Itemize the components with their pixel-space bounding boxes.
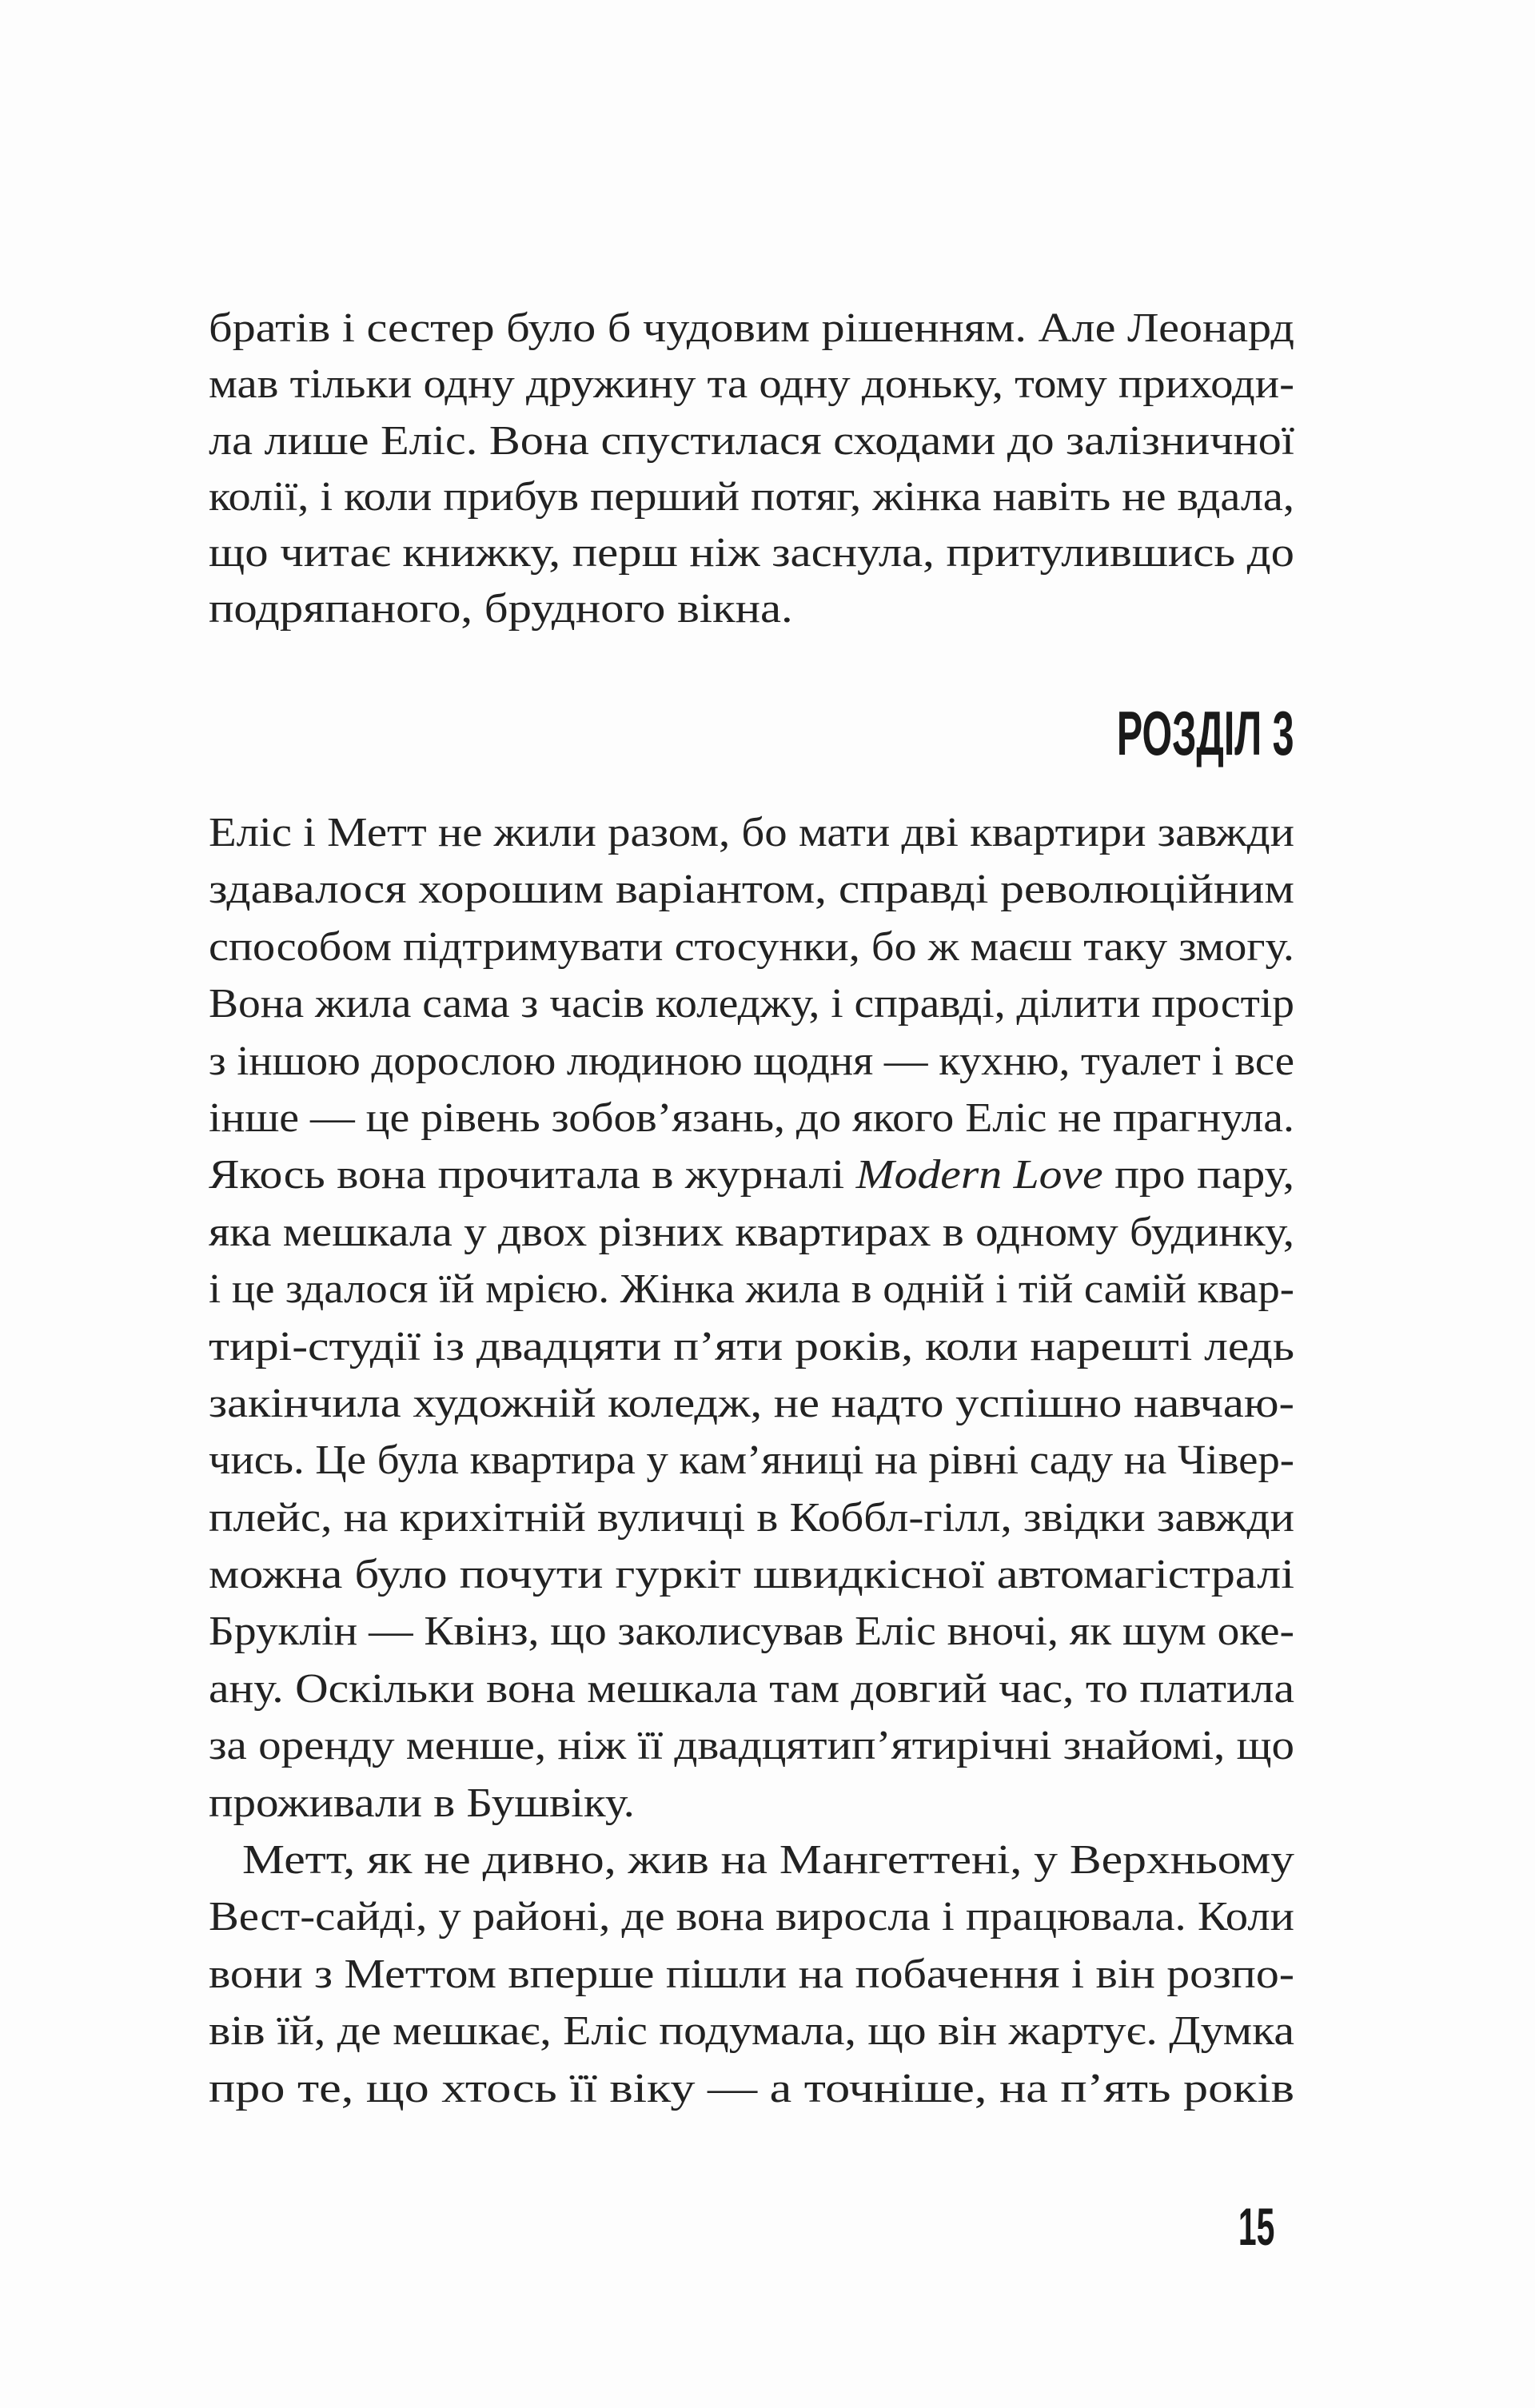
text-line <box>209 861 1294 918</box>
text-line-content: що читає книжку, перш ніж заснула, притулившись до <box>209 530 1294 576</box>
page-number-text: 15 <box>1238 2197 1274 2256</box>
text-line-content: мав тільки одну дружину та одну доньку, тому приходи- <box>209 361 1294 408</box>
text-line-content: Еліс і Метт не жили разом, бо мати дві квартири завжди <box>209 810 1294 855</box>
text-line <box>209 1033 1294 1090</box>
text-line-content: інше — це рівень зобов’язань, до якого Еліс не прагнула. <box>209 1094 1294 1141</box>
chapter-heading <box>1008 697 1294 769</box>
text-line <box>209 301 1294 357</box>
text-line <box>209 413 1294 469</box>
text-line <box>209 1318 1294 1375</box>
text-line-content: здавалося хорошим варіантом, справді революційним <box>209 867 1294 913</box>
text-line-content: проживали в Бушвіку. <box>209 1780 635 1826</box>
text-line-content: чись. Це була квартира у кам’яниці на рівні саду на Чівер- <box>209 1437 1294 1484</box>
text-line-content: плейс, на крихітній вуличці в Коббл-гілл, звідки завжди <box>209 1494 1294 1541</box>
text-line-content <box>209 1146 1294 1203</box>
chapter-body <box>209 804 1294 2117</box>
text-line <box>209 1775 1294 1832</box>
text-segment: Якось вона прочитала в журналі <box>209 1152 856 1198</box>
text-line <box>209 1717 1294 1774</box>
text-line <box>209 1946 1294 2003</box>
paragraph-continued <box>209 301 1294 638</box>
text-line-content: Бруклін — Квінз, що заколисував Еліс вночі, як шум оке- <box>209 1609 1294 1655</box>
text-line <box>209 581 1294 637</box>
text-line-content: колії, і коли прибув перший потяг, жінка навіть не вдала, <box>209 473 1294 520</box>
text-line <box>209 357 1294 413</box>
text-line-content: з іншою дорослою людиною щодня — кухню, туалет і все <box>209 1038 1294 1084</box>
italic-title: Modern Love <box>855 1152 1103 1198</box>
text-line <box>209 1546 1294 1603</box>
text-line <box>209 2003 1294 2059</box>
text-line-content: тирі-студії із двадцяти п’яти років, коли нарешті ледь <box>209 1323 1294 1369</box>
text-line-content: братів і сестер було б чудовим рішенням. Але Леонард <box>209 305 1294 351</box>
text-line <box>209 1888 1294 1945</box>
text-line-content: яка мешкала у двох різних квартирах в одному будинку, <box>209 1209 1294 1255</box>
text-line <box>209 525 1294 581</box>
text-line <box>209 1204 1294 1261</box>
text-line <box>209 804 1294 861</box>
text-line-content: способом підтримувати стосунки, бо ж маєш таку змогу. <box>209 923 1294 970</box>
text-line <box>209 1146 1294 1203</box>
text-line <box>209 1432 1294 1489</box>
text-line <box>209 919 1294 975</box>
chapter-heading-text: РОЗДІЛ 3 <box>1117 698 1294 768</box>
text-line-content: про те, що хтось її віку — а точніше, на п’ять років <box>209 2065 1294 2111</box>
text-line-content: і це здалося їй мрією. Жінка жила в одній і тій самій квар- <box>209 1266 1294 1313</box>
text-line <box>209 1375 1294 1432</box>
text-line-content: подряпаного, брудного вікна. <box>209 586 793 632</box>
text-line <box>209 1261 1294 1318</box>
text-line-content: можна було почути гуркіт швидкісної автомагістралі <box>209 1552 1295 1598</box>
text-line <box>209 1660 1294 1717</box>
text-segment: про пару, <box>1102 1152 1294 1198</box>
text-line <box>209 1603 1294 1660</box>
page-number <box>1216 2199 1274 2255</box>
text-line <box>209 1832 1294 1888</box>
text-line <box>209 1090 1294 1146</box>
text-line <box>209 975 1294 1032</box>
text-line-content: Вона жила сама з часів коледжу, і справді, ділити простір <box>209 981 1294 1027</box>
text-line-content: ла лише Еліс. Вона спустилася сходами до залізничної <box>209 417 1294 464</box>
text-line <box>209 469 1294 525</box>
text-line-content: ану. Оскільки вона мешкала там довгий час, то платила <box>209 1665 1294 1712</box>
text-line <box>209 1489 1294 1546</box>
text-line-content: закінчила художній коледж, не надто успішно навчаю- <box>209 1380 1294 1426</box>
text-line-content: Метт, як не дивно, жив на Мангеттені, у Верхньому <box>242 1837 1295 1884</box>
text-line-content: Вест-сайді, у районі, де вона виросла і працювала. Коли <box>209 1894 1294 1940</box>
text-line-content: вів їй, де мешкає, Еліс подумала, що він жартує. Думка <box>209 2008 1294 2055</box>
text-line-content: вони з Меттом вперше пішли на побачення і він розпо- <box>209 1951 1294 1997</box>
text-line <box>209 2060 1294 2117</box>
text-line-content: за оренду менше, ніж її двадцятип’ятирічні знайомі, що <box>209 1723 1294 1769</box>
